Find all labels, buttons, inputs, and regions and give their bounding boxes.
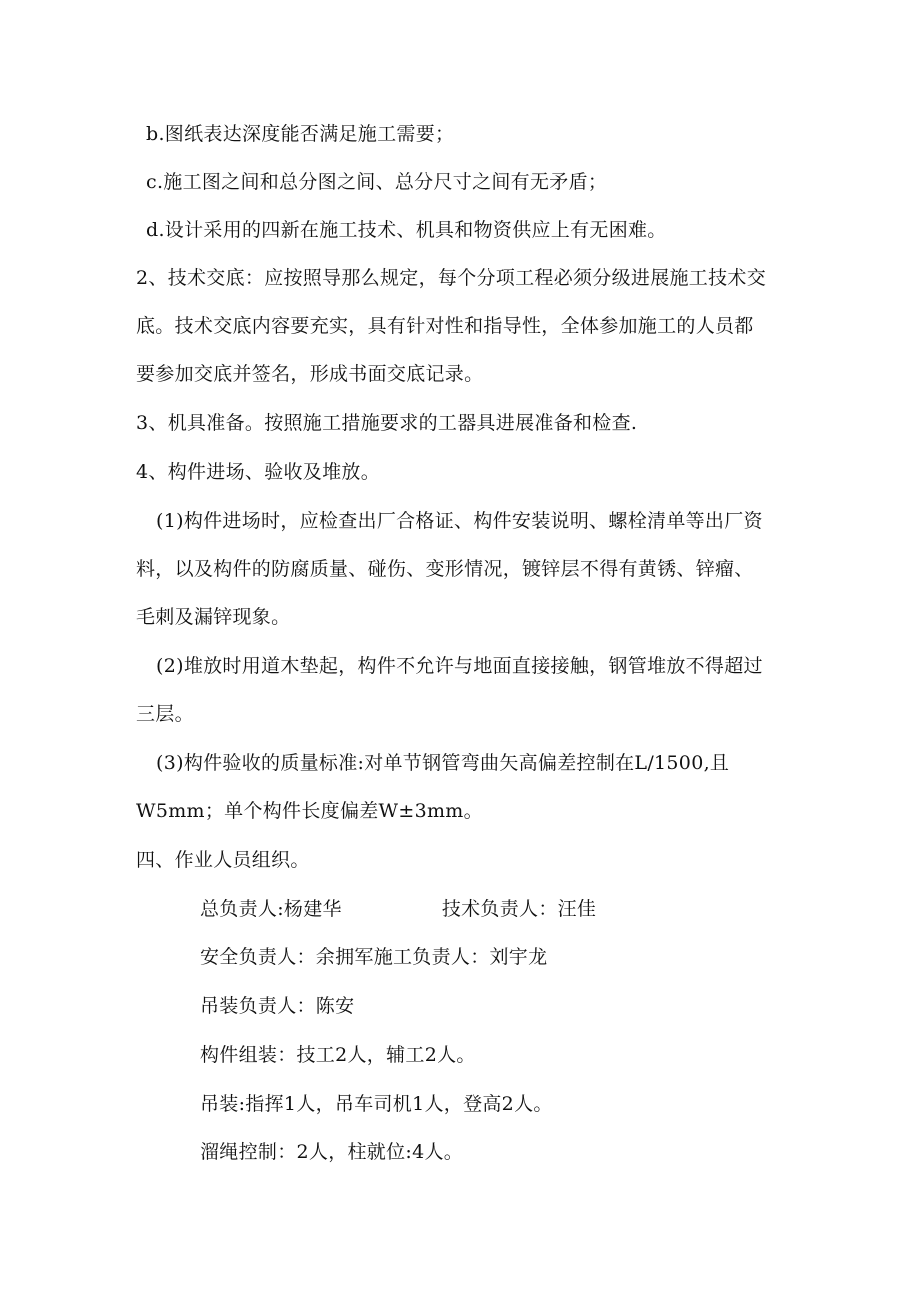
component-item-2-line-1: (2)堆放时用道木垫起，构件不允许与地面直接接触，钢管堆放不得超过 [156,655,763,677]
assembly-staff: 构件组装：技工2人，辅工2人。 [200,1044,476,1066]
review-item-b: b.图纸表达深度能否满足施工需要； [146,123,455,145]
review-item-c: c.施工图之间和总分图之间、总分尺寸之间有无矛盾； [146,171,608,193]
component-item-1-line-3: 毛刺及漏锌现象。 [136,606,291,628]
rope-control-staff: 溜绳控制：2人，柱就位:4人。 [200,1141,464,1163]
leaders-row [200,896,596,922]
safety-construction-leaders: 安全负责人：余拥军施工负责人：刘宇龙 [200,946,548,968]
component-item-3-line-1: (3)构件验收的质量标准:对单节钢管弯曲矢高偏差控制在L/1500,且 [156,752,730,774]
tech-briefing-line-3: 要参加交底并签名，形成书面交底记录。 [136,363,484,385]
equipment-prep: 3、机具准备。按照施工措施要求的工器具进展准备和检查. [136,412,638,434]
tech-briefing-line-1: 2、技术交底：应按照导那么规定，每个分项工程必须分级进展施工技术交 [136,267,766,289]
tech-briefing-line-2: 底。技术交底内容要充实，具有针对性和指导性，全体参加施工的人员都 [136,315,754,337]
component-item-2-line-2: 三层。 [136,703,194,725]
general-leader: 总负责人:杨建华 [200,898,342,920]
lifting-leader: 吊装负责人：陈安 [200,995,355,1017]
component-item-1-line-1: (1)构件进场时，应检查出厂合格证、构件安装说明、螺栓清单等出厂资 [156,510,763,532]
review-item-d: d.设计采用的四新在施工技术、机具和物资供应上有无困难。 [146,219,667,241]
section-heading-staffing: 四、作业人员组织。 [136,849,310,871]
component-item-3-line-2: W5mm；单个构件长度偏差W±3mm。 [136,800,483,822]
component-item-1-line-2: 料，以及构件的防腐质量、碰伤、变形情况，镀锌层不得有黄锈、锌瘤、 [136,558,754,580]
component-heading: 4、构件进场、验收及堆放。 [136,461,380,483]
technical-leader: 技术负责人：汪佳 [441,898,597,920]
lifting-staff: 吊装:指挥1人，吊车司机1人，登高2人。 [200,1093,553,1115]
